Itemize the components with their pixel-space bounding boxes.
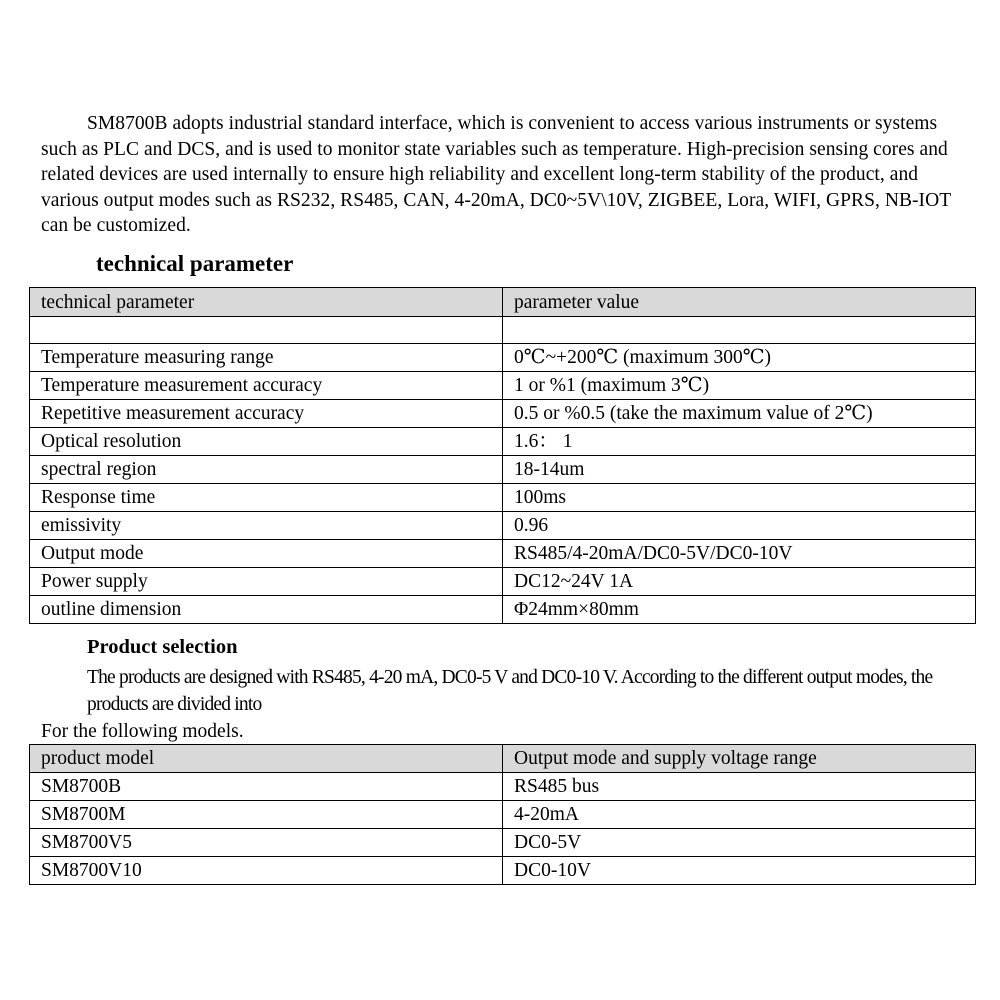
parameter-name: Power supply: [30, 568, 503, 596]
parameter-value: 100ms: [503, 484, 976, 512]
product-model: SM8700M: [30, 801, 503, 829]
parameter-name: Repetitive measurement accuracy: [30, 400, 503, 428]
product-model: SM8700B: [30, 773, 503, 801]
table-row: [30, 344, 976, 372]
technical-parameter-table: [29, 287, 976, 624]
technical-parameter-heading: technical parameter: [96, 251, 294, 276]
header-cell-value: parameter value: [503, 288, 976, 317]
parameter-value: Φ24mm×80mm: [503, 596, 976, 624]
table-row: [30, 372, 976, 400]
parameter-name: [30, 317, 503, 344]
parameter-name: Temperature measuring range: [30, 344, 503, 372]
table-row: [30, 829, 976, 857]
intro-paragraph: SM8700B adopts industrial standard interface, which is convenient to access various instruments or systems such as PLC and DCS, and is used to monitor state variables such as temperature. High-precision sensing cores and related devices are used internally to ensure high reliability and excellent long-term stability of the product, and various output modes such as RS232, RS485, CAN, 4-20mA, DC0~5V\10V, ZIGBEE, Lora, WIFI, GPRS, NB-IOT can be customized.: [41, 113, 951, 237]
parameter-name: Optical resolution: [30, 428, 503, 456]
models-lead-text: For the following models.: [41, 721, 244, 742]
table-row: [30, 801, 976, 829]
header-cell-model: product model: [30, 745, 503, 773]
table-row: [30, 484, 976, 512]
table-row: [30, 857, 976, 885]
table-row: [30, 773, 976, 801]
header-cell-parameter: technical parameter: [30, 288, 503, 317]
parameter-name: Response time: [30, 484, 503, 512]
table-row: [30, 512, 976, 540]
parameter-name: spectral region: [30, 456, 503, 484]
table-row: [30, 400, 976, 428]
parameter-name: outline dimension: [30, 596, 503, 624]
table-row: [30, 540, 976, 568]
parameter-value: 18-14um: [503, 456, 976, 484]
table-header-row: [30, 745, 976, 773]
output-mode: DC0-5V: [503, 829, 976, 857]
output-mode: 4-20mA: [503, 801, 976, 829]
table-row: [30, 428, 976, 456]
parameter-value: 0.96: [503, 512, 976, 540]
parameter-value: 0.5 or %0.5 (take the maximum value of 2℃): [503, 400, 976, 428]
parameter-value: RS485/4-20mA/DC0-5V/DC0-10V: [503, 540, 976, 568]
output-mode: DC0-10V: [503, 857, 976, 885]
parameter-value: 0℃~+200℃ (maximum 300℃): [503, 344, 976, 372]
parameter-value: DC12~24V 1A: [503, 568, 976, 596]
table-row: [30, 317, 976, 344]
table-row: [30, 568, 976, 596]
product-model: SM8700V5: [30, 829, 503, 857]
product-model: SM8700V10: [30, 857, 503, 885]
header-cell-output: Output mode and supply voltage range: [503, 745, 976, 773]
parameter-value: 1 or %1 (maximum 3℃): [503, 372, 976, 400]
parameter-name: emissivity: [30, 512, 503, 540]
product-selection-paragraph: The products are designed with RS485, 4-20 mA, DC0-5 V and DC0-10 V. According to the different output modes, the products are divided into: [87, 667, 933, 715]
product-model-table: [29, 744, 976, 885]
table-header-row: [30, 288, 976, 317]
table-row: [30, 456, 976, 484]
parameter-value: [503, 317, 976, 344]
output-mode: RS485 bus: [503, 773, 976, 801]
parameter-name: Temperature measurement accuracy: [30, 372, 503, 400]
parameter-name: Output mode: [30, 540, 503, 568]
parameter-value: 1.6： 1: [503, 428, 976, 456]
product-selection-heading: Product selection: [87, 636, 238, 658]
table-row: [30, 596, 976, 624]
